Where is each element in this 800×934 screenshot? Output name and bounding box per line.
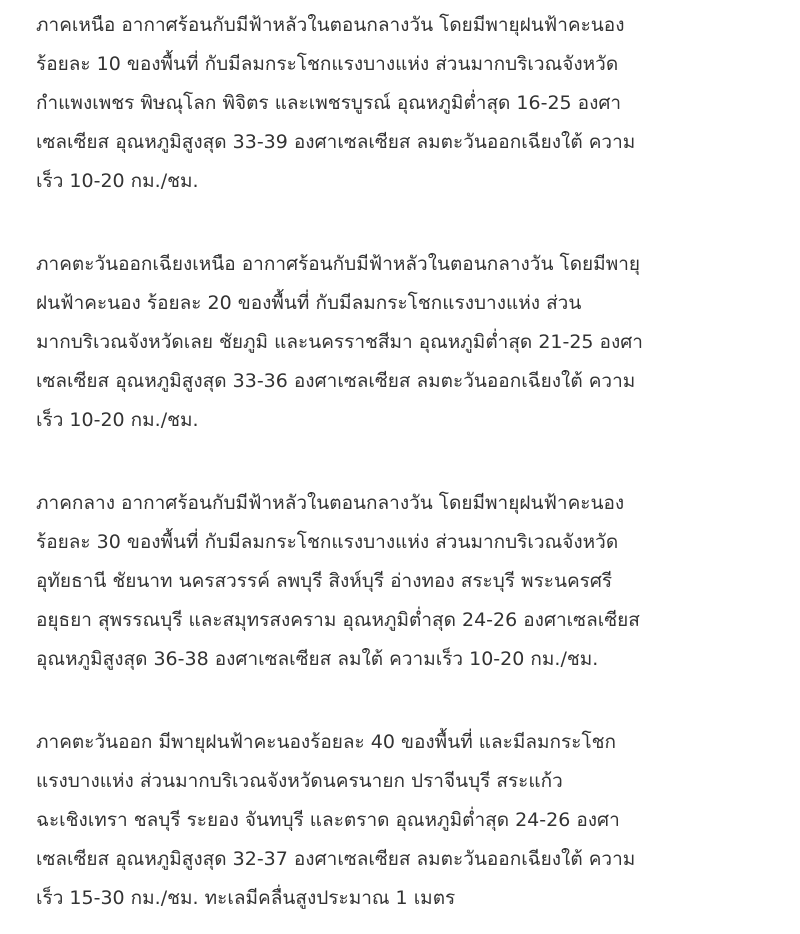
text-line: เซลเซียส อุณหภูมิสูงสุด 33-36 องศาเซลเซียส ลมตะวันออกเฉียงใต้ ความ bbox=[36, 370, 636, 392]
forecast-paragraph-northeast bbox=[36, 239, 752, 440]
text-line: อุทัยธานี ชัยนาท นครสวรรค์ ลพบุรี สิงห์บุรี อ่างทอง สระบุรี พระนครศรี bbox=[36, 570, 613, 592]
text-line: เร็ว 10-20 กม./ชม. bbox=[36, 409, 199, 431]
text-line: เซลเซียส อุณหภูมิสูงสุด 33-39 องศาเซลเซียส ลมตะวันออกเฉียงใต้ ความ bbox=[36, 131, 636, 153]
text-line: กำแพงเพชร พิษณุโลก พิจิตร และเพชรบูรณ์ อุณหภูมิต่ำสุด 16-25 องศา bbox=[36, 92, 622, 114]
text-line: ภาคตะวันออก มีพายุฝนฟ้าคะนองร้อยละ 40 ของพื้นที่ และมีลมกระโชก bbox=[36, 731, 617, 753]
text-line: อยุธยา สุพรรณบุรี และสมุทรสงคราม อุณหภูมิต่ำสุด 24-26 องศาเซลเซียส bbox=[36, 609, 640, 631]
forecast-paragraph-north bbox=[36, 0, 752, 201]
text-line: เร็ว 15-30 กม./ชม. ทะเลมีคลื่นสูงประมาณ 1 เมตร bbox=[36, 887, 456, 909]
text-line: ฝนฟ้าคะนอง ร้อยละ 20 ของพื้นที่ กับมีลมกระโชกแรงบางแห่ง ส่วน bbox=[36, 292, 582, 314]
text-line: ภาคเหนือ อากาศร้อนกับมีฟ้าหลัวในตอนกลางวัน โดยมีพายุฝนฟ้าคะนอง bbox=[36, 14, 625, 36]
text-line: เซลเซียส อุณหภูมิสูงสุด 32-37 องศาเซลเซียส ลมตะวันออกเฉียงใต้ ความ bbox=[36, 848, 636, 870]
text-line: มากบริเวณจังหวัดเลย ชัยภูมิ และนครราชสีมา อุณหภูมิต่ำสุด 21-25 องศา bbox=[36, 331, 643, 353]
forecast-paragraph-east bbox=[36, 717, 752, 918]
text-line: เร็ว 10-20 กม./ชม. bbox=[36, 170, 199, 192]
text-line: อุณหภูมิสูงสุด 36-38 องศาเซลเซียส ลมใต้ ความเร็ว 10-20 กม./ชม. bbox=[36, 648, 599, 670]
text-line: ฉะเชิงเทรา ชลบุรี ระยอง จันทบุรี และตราด อุณหภูมิต่ำสุด 24-26 องศา bbox=[36, 809, 620, 831]
text-line: ภาคกลาง อากาศร้อนกับมีฟ้าหลัวในตอนกลางวัน โดยมีพายุฝนฟ้าคะนอง bbox=[36, 492, 625, 514]
text-line: ร้อยละ 10 ของพื้นที่ กับมีลมกระโชกแรงบางแห่ง ส่วนมากบริเวณจังหวัด bbox=[36, 53, 619, 75]
text-line: ร้อยละ 30 ของพื้นที่ กับมีลมกระโชกแรงบางแห่ง ส่วนมากบริเวณจังหวัด bbox=[36, 531, 619, 553]
text-line: ภาคตะวันออกเฉียงเหนือ อากาศร้อนกับมีฟ้าหลัวในตอนกลางวัน โดยมีพายุ bbox=[36, 253, 641, 275]
text-line: แรงบางแห่ง ส่วนมากบริเวณจังหวัดนครนายก ปราจีนบุรี สระแก้ว bbox=[36, 770, 563, 792]
forecast-paragraph-central bbox=[36, 478, 752, 679]
forecast-article bbox=[36, 0, 752, 918]
